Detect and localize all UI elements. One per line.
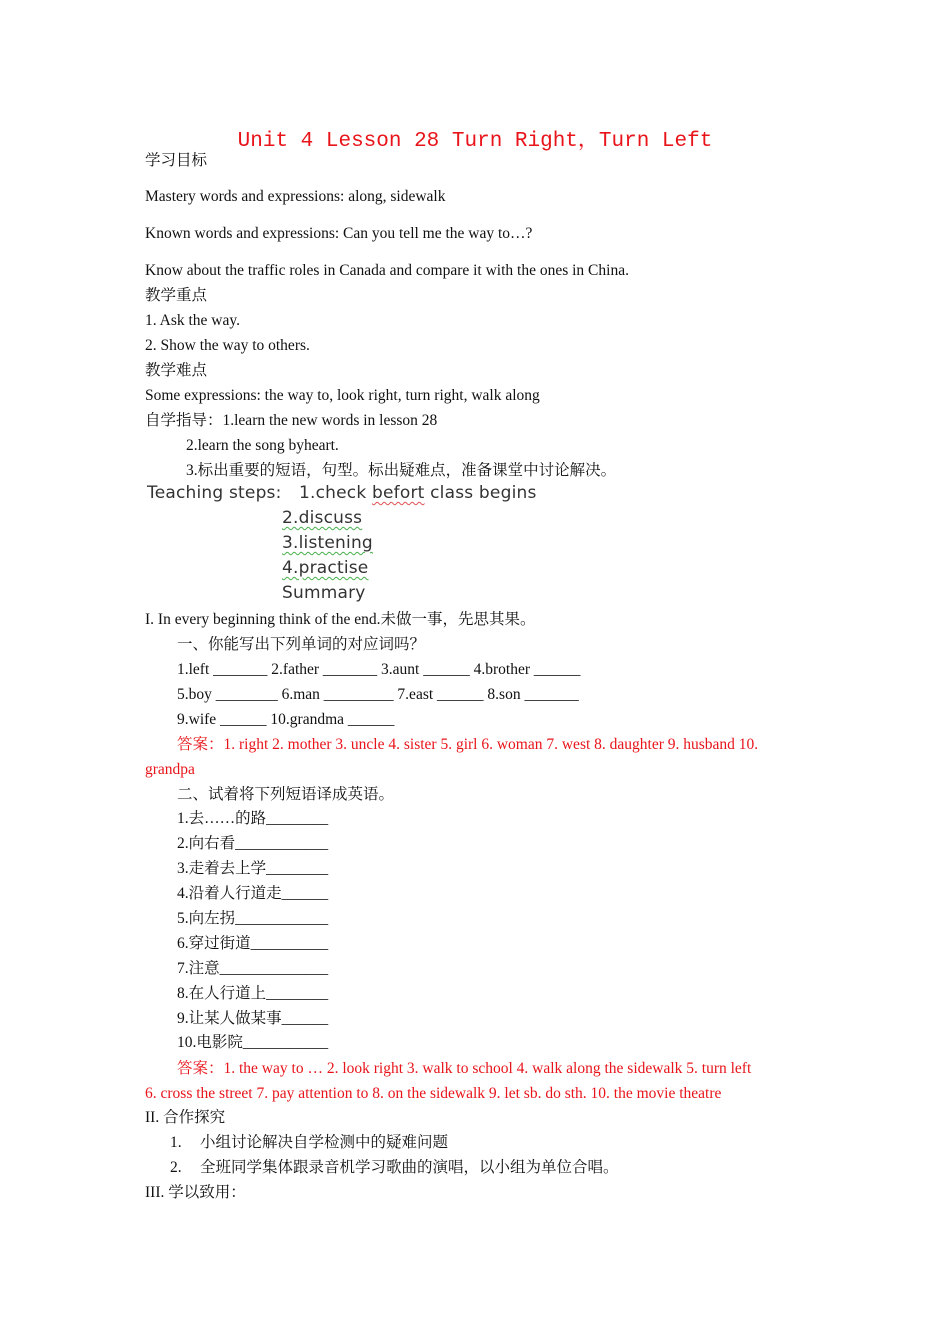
part1-row: 9.wife ______ 10.grandma ______ <box>177 711 395 728</box>
section-3-heading: III. 学以致用： <box>145 1184 246 1201</box>
part1-heading: 一、你能写出下列单词的对应词吗？ <box>177 636 426 653</box>
difficult-points-text: Some expressions: the way to, look right, turn right, walk along <box>145 387 540 404</box>
section-2-heading: II. 合作探究 <box>145 1109 226 1126</box>
part2-item: 10.电影院___________ <box>177 1034 329 1051</box>
step1-misspelled-word: befort <box>372 483 425 503</box>
section2-item-text: 小组讨论解决自学检测中的疑难问题 <box>200 1134 449 1151</box>
self-study-item-1: 自学指导：1.learn the new words in lesson 28 <box>145 412 438 429</box>
section2-item-number: 2. <box>170 1159 182 1176</box>
step1-rest: class begins <box>430 483 537 503</box>
part1-row: 1.left _______ 2.father _______ 3.aunt ______ 4.brother ______ <box>177 661 581 678</box>
part2-heading: 二、试着将下列短语译成英语。 <box>177 786 395 803</box>
part2-answer: 答案：1. the way to … 2. look right 3. walk to school 4. walk along the sidewalk 5. turn left <box>177 1060 752 1077</box>
part1-row: 5.boy ________ 6.man _________ 7.east ______ 8.son _______ <box>177 686 579 703</box>
part2-answer-cont: 6. cross the street 7. pay attention to 8. on the sidewalk 9. let sb. do sth. 10. the movie theatre <box>145 1085 722 1102</box>
part2-item: 2.向右看____________ <box>177 835 329 852</box>
teaching-step-2: 2.discuss <box>282 508 363 528</box>
key-points-heading: 教学重点 <box>145 287 208 304</box>
objective-know-about: Know about the traffic roles in Canada and compare it with the ones in China. <box>145 262 629 279</box>
part2-item: 4.沿着人行道走______ <box>177 885 329 902</box>
lesson-title: Unit 4 Lesson 28 Turn Right，Turn Left <box>237 130 713 153</box>
section2-item-text: 全班同学集体跟录音机学习歌曲的演唱，以小组为单位合唱。 <box>200 1159 619 1176</box>
part2-item: 1.去……的路________ <box>177 810 329 827</box>
self-study-item-2: 2.learn the song byheart. <box>186 437 339 454</box>
part2-item: 3.走着去上学________ <box>177 860 329 877</box>
key-point-item: 2. Show the way to others. <box>145 337 310 354</box>
part2-item: 7.注意______________ <box>177 960 329 977</box>
part2-item: 8.在人行道上________ <box>177 985 329 1002</box>
objective-mastery: Mastery words and expressions: along, sidewalk <box>145 188 446 205</box>
objectives-heading: 学习目标 <box>145 152 208 169</box>
objective-known: Known words and expressions: Can you tell me the way to…? <box>145 225 533 242</box>
key-point-item: 1. Ask the way. <box>145 312 240 329</box>
teaching-step-summary: Summary <box>282 583 366 603</box>
teaching-step-4: 4.practise <box>282 558 369 578</box>
difficult-points-heading: 教学难点 <box>145 362 208 379</box>
part2-item: 9.让某人做某事______ <box>177 1010 329 1027</box>
step1-number: 1.check <box>299 483 367 503</box>
teaching-step-1 <box>299 483 537 503</box>
part2-item: 5.向左拐____________ <box>177 910 329 927</box>
section2-item-number: 1. <box>170 1134 182 1151</box>
teaching-steps-label: Teaching steps: <box>147 483 282 503</box>
teaching-step-3: 3.listening <box>282 533 373 553</box>
part1-answer: 答案：1. right 2. mother 3. uncle 4. sister 5. girl 6. woman 7. west 8. daughter 9. husband 10. <box>177 736 759 753</box>
part1-answer-cont: grandpa <box>145 761 195 778</box>
self-study-item-3: 3.标出重要的短语，句型。标出疑难点，准备课堂中讨论解决。 <box>186 462 617 479</box>
part2-item: 6.穿过街道__________ <box>177 935 329 952</box>
section-1-heading: I. In every beginning think of the end.未做一事，先思其果。 <box>145 611 536 628</box>
